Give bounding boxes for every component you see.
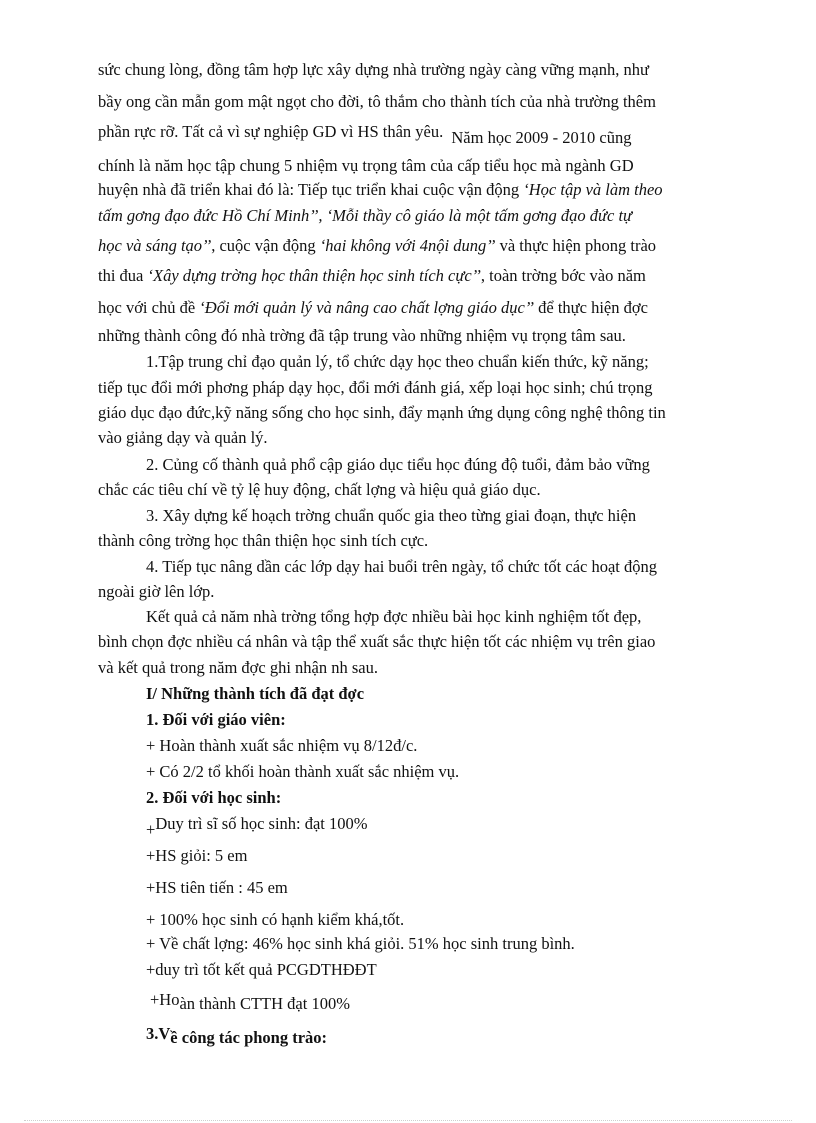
subsection-heading <box>146 1024 328 1048</box>
text-run: thi đua <box>98 266 148 285</box>
text-line <box>98 298 648 318</box>
list-item: + Có 2/2 tổ khối hoàn thành xuất sắc nhiệm vụ. <box>146 762 460 781</box>
list-item: +HS giỏi: 5 em <box>146 846 248 865</box>
list-item: + 100% học sinh có hạnh kiểm khá,tốt. <box>146 910 405 929</box>
list-item: + Hoàn thành xuất sắc nhiệm vụ 8/12đ/c. <box>146 736 418 755</box>
task-item: 2. Củng cố thành quả phổ cập giáo dục tiểu học đúng độ tuổi, đảm bảo vững <box>146 455 650 474</box>
text-line: thành công trờng học thân thiện học sinh tích cực. <box>98 531 429 550</box>
list-item <box>146 814 368 839</box>
text-run: Năm học 2009 - 2010 cũng <box>451 128 632 147</box>
campaign-title: ‘hai không với 4nội dung’’ <box>319 236 496 255</box>
text-line: chắc các tiêu chí về tỷ lệ huy động, chất lợng và hiệu quả giáo dục. <box>98 480 541 499</box>
text-run: ề công tác phong trào: <box>170 1028 328 1047</box>
subsection-heading: 2. Đối với học sinh: <box>146 788 282 807</box>
text-line <box>98 236 656 256</box>
text-run: + <box>146 820 156 839</box>
task-item: 1.Tập trung chỉ đạo quản lý, tổ chức dạy học theo chuẩn kiến thức, kỹ năng; <box>146 352 649 371</box>
text-run: phần rực rỡ. Tất cả vì sự nghiệp GD vì HS thân yêu. <box>98 122 444 141</box>
text-line: và kết quả trong năm đợc ghi nhận nh sau. <box>98 658 378 677</box>
text-line <box>98 266 646 286</box>
text-line: giáo dục đạo đức,kỹ năng sống cho học sinh, đẩy mạnh ứng dụng công nghệ thông tin <box>98 403 666 422</box>
list-item: + Về chất lợng: 46% học sinh khá giỏi. 51% học sinh trung bình. <box>146 934 575 953</box>
page-edge-divider <box>24 1120 792 1121</box>
text-line: chính là năm học tập chung 5 nhiệm vụ trọng tâm của cấp tiểu học mà ngành GD <box>98 156 634 175</box>
list-item: +duy trì tốt kết quả PCGDTHĐĐT <box>146 960 377 979</box>
text-line <box>98 180 663 200</box>
text-line: ngoài giờ lên lớp. <box>98 582 215 601</box>
campaign-title: ‘Xây dựng trờng học thân thiện học sinh tích cực’’ <box>147 266 481 285</box>
task-item: 3. Xây dựng kế hoạch trờng chuẩn quốc gia theo từng giai đoạn, thực hiện <box>146 506 637 525</box>
text-run: để thực hiện đợc <box>534 298 648 317</box>
subsection-heading: 1. Đối với giáo viên: <box>146 710 286 729</box>
text-line: tấm gơng đạo đức Hồ Chí Minh’’, ‘Mỗi thầy cô giáo là một tấm gơng đạo đức tự <box>98 206 633 225</box>
text-run: àn thành CTTH đạt 100% <box>179 994 350 1013</box>
text-run: Duy trì sĩ số học sinh: đạt 100% <box>155 814 368 833</box>
text-run: học với chủ đề <box>98 298 200 317</box>
list-item <box>150 990 350 1014</box>
text-run: , toàn trờng bớc vào năm <box>480 266 646 285</box>
section-heading: I/ Những thành tích đã đạt đợc <box>146 684 365 703</box>
text-line: vào giảng dạy và quản lý. <box>98 428 268 447</box>
text-line: bầy ong cần mẫn gom mật ngọt cho đời, tô thắm cho thành tích của nhà trường thêm <box>98 92 656 111</box>
text-run: 3.V <box>146 1024 171 1043</box>
theme-title: ‘Đổi mới quản lý và nâng cao chất lợng giáo dục’’ <box>199 298 535 317</box>
campaign-title: ‘Học tập và làm theo <box>523 180 663 199</box>
text-line: tiếp tục đổi mới phơng pháp dạy học, đổi mới đánh giá, xếp loại học sinh; chú trọng <box>98 378 653 397</box>
text-line: Kết quả cả năm nhà trờng tổng hợp đợc nhiều bài học kinh nghiệm tốt đẹp, <box>146 607 642 626</box>
text-run: +Ho <box>150 990 180 1009</box>
text-run: , cuộc vận động <box>211 236 320 255</box>
text-line: bình chọn đợc nhiều cá nhân và tập thể xuất sắc thực hiện tốt các nhiệm vụ trên giao <box>98 632 656 651</box>
task-item: 4. Tiếp tục nâng dần các lớp dạy hai buổi trên ngày, tổ chức tốt các hoạt động <box>146 557 658 576</box>
text-run: huyện nhà đã triển khai đó là: Tiếp tục triển khai cuộc vận động <box>98 180 520 199</box>
list-item: +HS tiên tiến : 45 em <box>146 878 288 897</box>
text-line: sức chung lòng, đồng tâm hợp lực xây dựng nhà trường ngày càng vững mạnh, như <box>98 60 649 79</box>
text-line: những thành công đó nhà trờng đã tập trung vào những nhiệm vụ trọng tâm sau. <box>98 326 626 345</box>
campaign-title: học và sáng tạo’’ <box>98 236 212 255</box>
text-line <box>98 122 632 147</box>
text-run: và thực hiện phong trào <box>495 236 657 255</box>
